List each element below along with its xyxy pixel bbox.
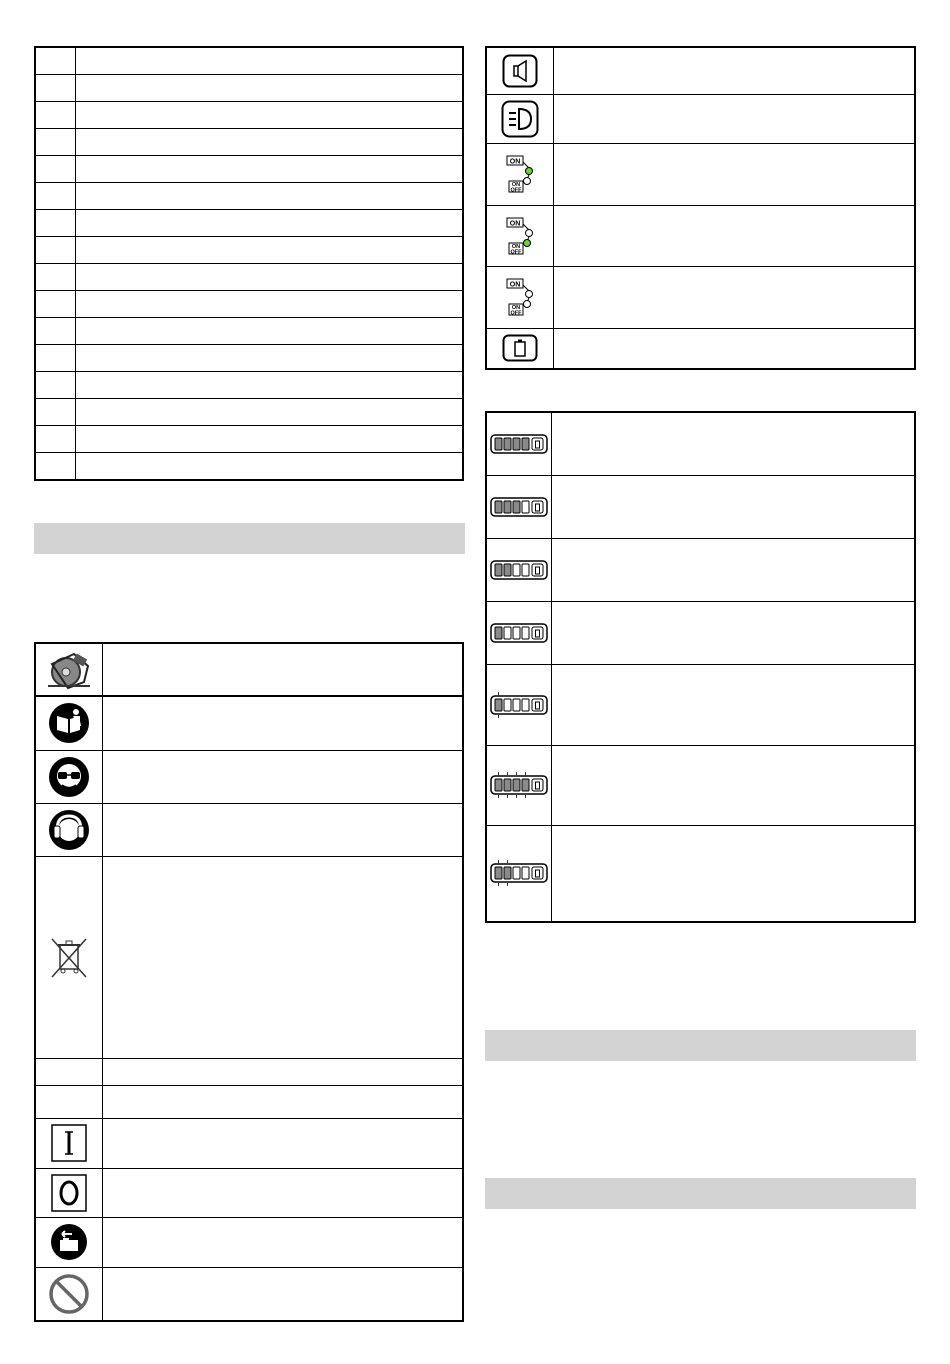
symbol-row: [486, 47, 915, 94]
part-description-cell: [76, 210, 464, 237]
symbol-row: [35, 1168, 463, 1217]
indicator-symbols-table: [485, 46, 916, 370]
part-description-cell: [76, 237, 464, 264]
battery-level-row: [486, 412, 915, 475]
parts-row: [35, 372, 463, 399]
battery-gauge-icon: [486, 475, 552, 538]
parts-row: [35, 102, 463, 129]
symbol-row: [35, 643, 463, 696]
part-number-cell: [35, 183, 76, 210]
battery-level-table: [485, 411, 916, 923]
parts-row: [35, 47, 463, 75]
part-description-cell: [76, 75, 464, 102]
part-number-cell: [35, 399, 76, 426]
symbol-row: [486, 328, 915, 369]
part-description-cell: [76, 183, 464, 210]
battery-gauge-icon: [486, 538, 552, 601]
symbol-row: [35, 1118, 463, 1168]
on-off-led-icon: [486, 143, 554, 205]
battery-segment: [495, 699, 502, 711]
symbol-row: [35, 1085, 463, 1118]
symbol-row: [486, 143, 915, 205]
part-description-cell: [76, 399, 464, 426]
battery-segment: [495, 438, 502, 450]
part-description-cell: [76, 318, 464, 345]
parts-row: [35, 210, 463, 237]
parts-row: [35, 75, 463, 102]
on-off-led-icon: [486, 266, 554, 328]
part-description-cell: [76, 291, 464, 318]
battery-segment: [513, 501, 520, 513]
symbol-row: [35, 1267, 463, 1321]
battery-segment: [513, 627, 520, 639]
prohibited-icon: [35, 1267, 103, 1321]
battery-segment: [495, 627, 502, 639]
on-label: ON: [511, 305, 521, 311]
battery-segment: [522, 438, 529, 450]
part-number-cell: [35, 237, 76, 264]
parts-row: [35, 129, 463, 156]
parts-row: [35, 399, 463, 426]
section-header-bar: [34, 523, 465, 554]
section-header-bar: [485, 1030, 916, 1061]
on-label: ON: [509, 281, 521, 289]
battery-level-row: [486, 601, 915, 664]
section-header-bar: [485, 1178, 916, 1209]
part-number-cell: [35, 318, 76, 345]
battery-segment: [522, 627, 529, 639]
battery-segment: [513, 779, 520, 791]
symbol-row: [486, 94, 915, 143]
battery-gauge-icon: [486, 664, 552, 745]
battery-level-row: [486, 745, 915, 825]
battery-segment: [522, 564, 529, 576]
part-description-cell: [76, 345, 464, 372]
part-number-cell: [35, 156, 76, 183]
battery-segment: [504, 627, 511, 639]
battery-segment: [504, 867, 511, 879]
parts-row: [35, 345, 463, 372]
part-description-cell: [76, 102, 464, 129]
part-description-cell: [76, 426, 464, 453]
on-label: ON: [509, 158, 521, 166]
crossed-bin-icon: [35, 856, 103, 1058]
light-icon: [486, 94, 554, 143]
battery-segment: [504, 564, 511, 576]
part-number-cell: [35, 102, 76, 129]
symbol-row: [486, 266, 915, 328]
read-manual-icon: [35, 696, 103, 750]
battery-level-row: [486, 664, 915, 745]
part-number-cell: [35, 345, 76, 372]
off-label: OFF: [510, 187, 522, 194]
battery-segment: [513, 867, 520, 879]
symbol-row: [35, 750, 463, 803]
symbol-row: [35, 856, 463, 1058]
battery-segment: [495, 779, 502, 791]
parts-row: [35, 291, 463, 318]
parts-row: [35, 156, 463, 183]
battery-segment: [513, 699, 520, 711]
part-description-cell: [76, 47, 464, 75]
off-label: OFF: [510, 310, 522, 317]
parts-row: [35, 453, 463, 481]
part-number-cell: [35, 47, 76, 75]
eye-protection-icon: [35, 750, 103, 803]
part-description-cell: [76, 372, 464, 399]
battery-level-row: [486, 825, 915, 922]
battery-segment: [495, 867, 502, 879]
part-number-cell: [35, 453, 76, 481]
symbol-row: [35, 803, 463, 856]
part-number-cell: [35, 264, 76, 291]
battery-gauge-icon: [486, 745, 552, 825]
parts-row: [35, 426, 463, 453]
parts-row: [35, 183, 463, 210]
part-description-cell: [76, 129, 464, 156]
battery-segment: [513, 438, 520, 450]
battery-segment: [504, 438, 511, 450]
circular-saw-icon: [35, 643, 103, 696]
part-description-cell: [76, 156, 464, 183]
ear-protection-icon: [35, 803, 103, 856]
parts-list-table: [34, 46, 464, 481]
battery-segment: [504, 699, 511, 711]
horn-icon: [486, 47, 554, 94]
part-number-cell: [35, 210, 76, 237]
battery-gauge-icon: [486, 825, 552, 922]
symbol-row: [486, 205, 915, 266]
battery-segment: [495, 501, 502, 513]
parts-row: [35, 318, 463, 345]
battery-segment: [504, 501, 511, 513]
part-description-cell: [76, 264, 464, 291]
part-number-cell: [35, 291, 76, 318]
on-off-led-icon: [486, 205, 554, 266]
symbol-row: [35, 1058, 463, 1085]
battery-level-row: [486, 475, 915, 538]
switch-off-symbol-icon: [35, 1168, 103, 1217]
part-number-cell: [35, 129, 76, 156]
battery-level-row: [486, 538, 915, 601]
battery-segment: [522, 699, 529, 711]
battery-segment: [504, 779, 511, 791]
symbol-row: [35, 1217, 463, 1267]
battery-icon: [486, 328, 554, 369]
on-label: ON: [509, 220, 521, 227]
battery-segment: [513, 564, 520, 576]
part-description-cell: [76, 453, 464, 481]
on-label: ON: [511, 182, 521, 188]
parts-row: [35, 237, 463, 264]
part-number-cell: [35, 75, 76, 102]
parts-row: [35, 264, 463, 291]
battery-segment: [495, 564, 502, 576]
battery-gauge-icon: [486, 412, 552, 475]
symbol-row: [35, 696, 463, 750]
battery-segment: [522, 779, 529, 791]
off-label: OFF: [510, 249, 522, 255]
symbols-table: [34, 642, 464, 1322]
battery-gauge-icon: [486, 601, 552, 664]
battery-segment: [522, 501, 529, 513]
part-number-cell: [35, 372, 76, 399]
part-number-cell: [35, 426, 76, 453]
remove-battery-icon: [35, 1217, 103, 1267]
on-label: ON: [511, 243, 521, 250]
battery-segment: [522, 867, 529, 879]
switch-on-symbol-icon: [35, 1118, 103, 1168]
